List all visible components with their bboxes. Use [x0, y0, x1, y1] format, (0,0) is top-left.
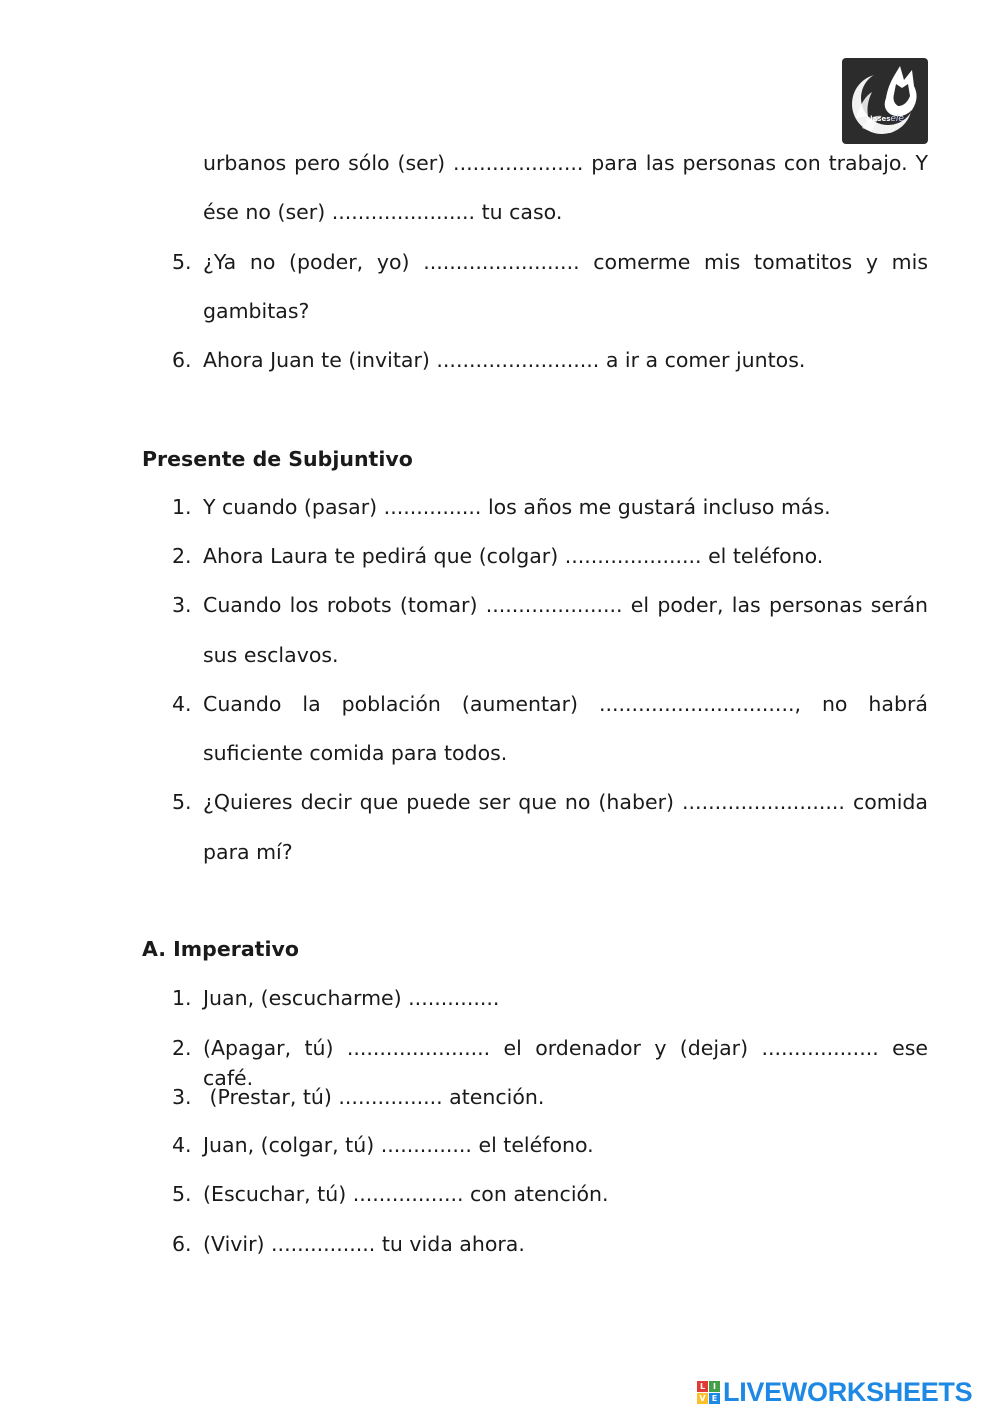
exercise-line: (Vivir) ................ tu vida ahora. — [203, 1232, 525, 1256]
exercise-line: Cuando la población (aumentar) .............................., no habrá — [203, 692, 928, 716]
exercise-line: gambitas? — [203, 299, 310, 323]
item-number: 5. — [172, 250, 192, 274]
exercise-line: (Apagar, tú) ...................... el ordenador y (dejar) .................. ese café. — [203, 1036, 928, 1090]
item-number: 5. — [172, 790, 192, 814]
item-number: 4. — [172, 692, 192, 716]
exercise-line: Juan, (colgar, tú) .............. el teléfono. — [203, 1133, 594, 1157]
exercise-line: Y cuando (pasar) ............... los años me gustará incluso más. — [203, 495, 831, 519]
exercise-line: para mí? — [203, 840, 293, 864]
exercise-line: Ahora Juan te (invitar) ......................... a ir a comer juntos. — [203, 348, 806, 372]
brand-name: LIVEWORKSHEETS — [723, 1376, 973, 1407]
item-number: 6. — [172, 1232, 192, 1256]
exercise-line: Cuando los robots (tomar) ..................... el poder, las personas serán — [203, 593, 928, 617]
exercise-line: (Escuchar, tú) ................. con atención. — [203, 1182, 609, 1206]
continuation-line-1: urbanos pero sólo (ser) .................... para las personas con trabajo. Y — [203, 151, 928, 175]
exercise-line: ¿Quieres decir que puede ser que no (haber) ......................... comida — [203, 790, 928, 814]
item-number: 3. — [172, 1085, 192, 1109]
continuation-line-2: ése no (ser) ...................... tu caso. — [203, 200, 563, 224]
live-badge-icon: L I V E — [697, 1381, 720, 1404]
item-number: 6. — [172, 348, 192, 372]
exercise-line: (Prestar, tú) ................ atención. — [203, 1085, 545, 1109]
exercise-line: suficiente comida para todos. — [203, 741, 508, 765]
fox-logo-icon — [842, 58, 928, 144]
logo-text: clasesele — [866, 114, 904, 124]
exercise-line: Juan, (escucharme) .............. — [203, 986, 500, 1010]
item-number: 1. — [172, 495, 192, 519]
item-number: 1. — [172, 986, 192, 1010]
item-number: 4. — [172, 1133, 192, 1157]
item-number: 2. — [172, 544, 192, 568]
exercise-line: Ahora Laura te pedirá que (colgar) ..................... el teléfono. — [203, 544, 824, 568]
item-number: 2. — [172, 1036, 192, 1060]
exercise-line: ¿Ya no (poder, yo) ........................ comerme mis tomatitos y mis — [203, 250, 928, 274]
item-number: 5. — [172, 1182, 192, 1206]
exercise-line: sus esclavos. — [203, 643, 339, 667]
section-heading-subjuntivo: Presente de Subjuntivo — [142, 447, 413, 471]
clasesele-logo — [842, 58, 928, 144]
section-heading-imperativo: A. Imperativo — [142, 937, 299, 961]
liveworksheets-logo[interactable] — [697, 1374, 972, 1410]
item-number: 3. — [172, 593, 192, 617]
